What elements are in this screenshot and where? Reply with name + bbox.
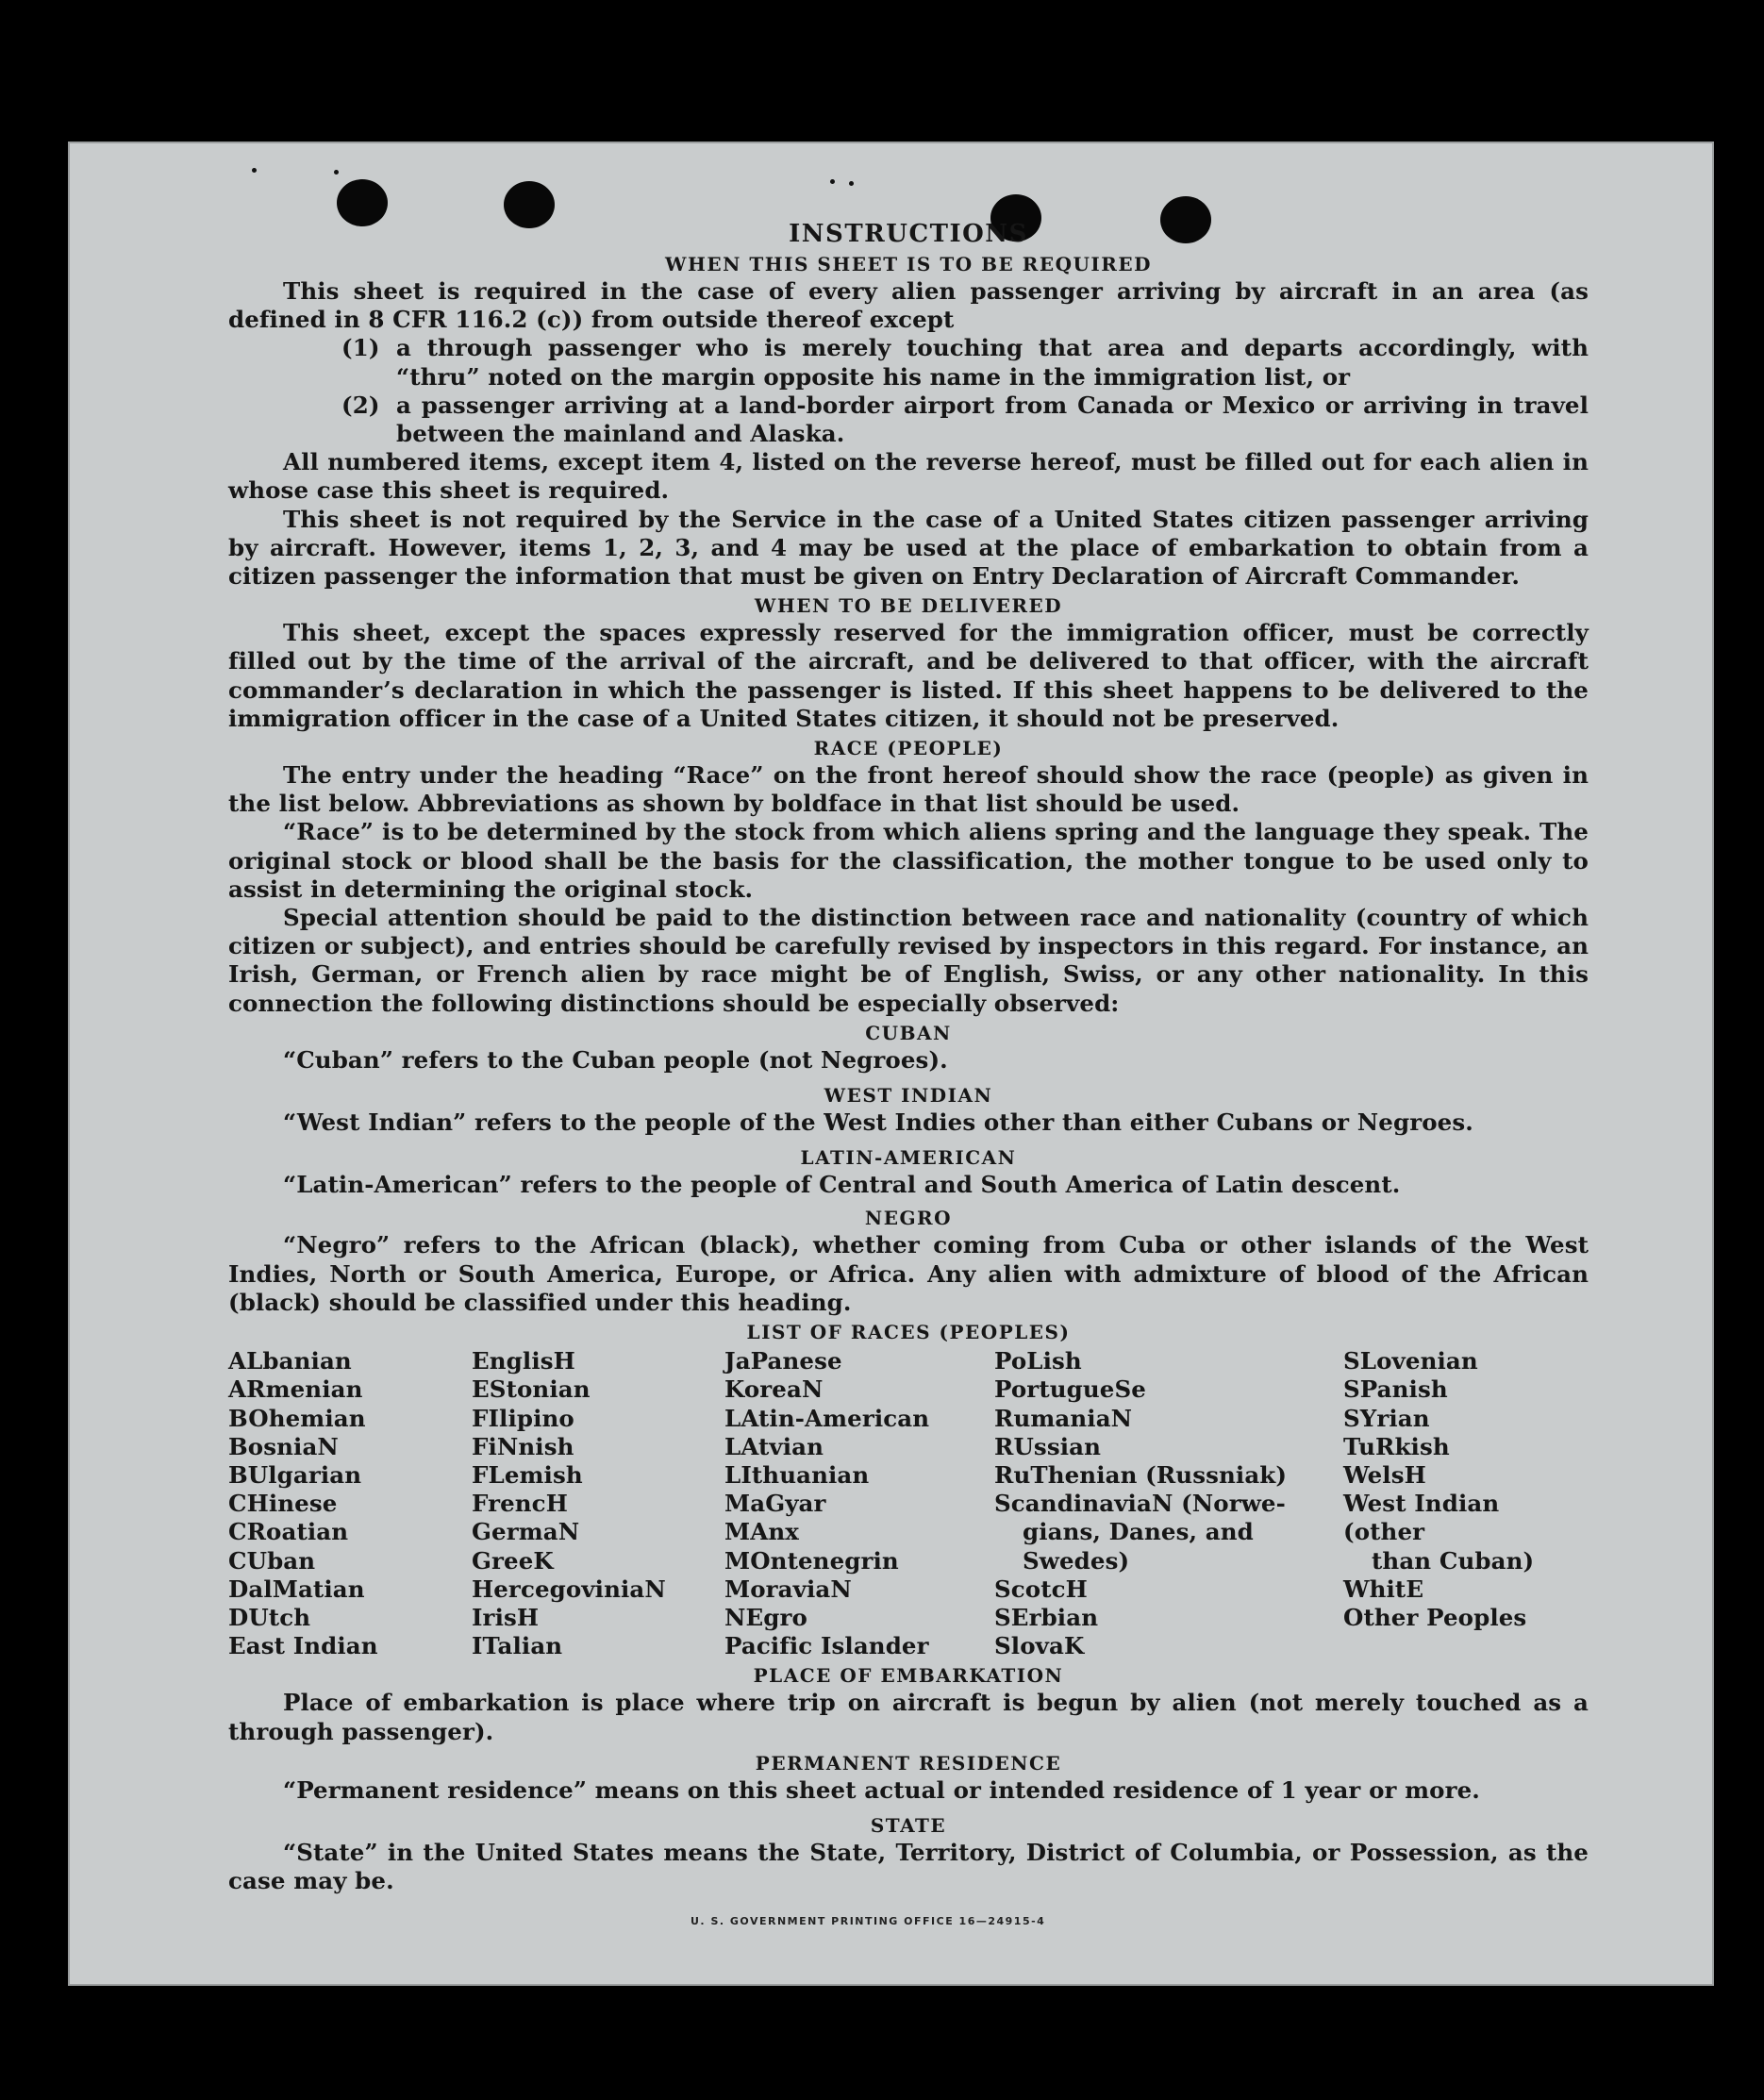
race-item: ARmenian [228, 1375, 363, 1404]
race-item: KoreaN [724, 1375, 824, 1404]
page-title: INSTRUCTIONS [789, 220, 1028, 248]
section-heading-race: RACE (PEOPLE) [813, 737, 1004, 760]
race-item: BosniaN [228, 1432, 339, 1460]
race-item: RUssian [994, 1432, 1102, 1460]
race-item: CUban [228, 1546, 316, 1575]
section-heading-required: WHEN THIS SHEET IS TO BE REQUIRED [665, 253, 1152, 275]
race-item: TuRkish [1343, 1432, 1450, 1460]
item-text: a passenger arriving at a land-border airport from Canada or Mexico or arriving in travel between the mainland and Alaska. [396, 391, 1589, 448]
race-item: GreeK [472, 1546, 554, 1575]
race-item: MaGyar [724, 1490, 826, 1518]
paragraph: “Latin-American” refers to the people of Central and South America of Latin descent. [283, 1171, 1401, 1199]
race-item: West Indian (other [1343, 1490, 1500, 1546]
race-item: PortugueSe [994, 1375, 1146, 1404]
race-item: ScotcH [994, 1575, 1088, 1603]
speck [830, 179, 835, 184]
race-column [472, 1347, 724, 1660]
race-item: CRoatian [228, 1518, 349, 1546]
race-item: FrencH [472, 1490, 568, 1518]
race-column [1343, 1347, 1589, 1660]
race-item: SYrian [1343, 1404, 1430, 1432]
race-item: ALbanian [228, 1347, 352, 1375]
paragraph: “Race” is to be determined by the stock from which aliens spring and the language they speak. The original stock or blood shall be the basis for the classification, the mother tongue to be used only to assist in determining the original stock. [228, 818, 1589, 903]
race-item: WhitE [1343, 1575, 1424, 1603]
race-item: RuThenian (Russniak) [994, 1460, 1288, 1489]
section-heading-delivered: WHEN TO BE DELIVERED [754, 594, 1063, 618]
race-item: IrisH [472, 1603, 540, 1631]
race-item: gians, Danes, and [1023, 1518, 1254, 1546]
race-item: HercegoviniaN [472, 1575, 666, 1603]
section-heading-races: LIST OF RACES (PEOPLES) [746, 1321, 1071, 1344]
race-item: BOhemian [228, 1404, 366, 1432]
paragraph: “Cuban” refers to the Cuban people (not Negroes). [283, 1045, 948, 1074]
race-item: PoLish [994, 1347, 1082, 1375]
race-item: MAnx [724, 1518, 799, 1546]
race-column [994, 1347, 1343, 1660]
form-sheet [68, 142, 1714, 1986]
race-item: FiNnish [472, 1432, 574, 1460]
race-item: LIthuanian [724, 1460, 870, 1489]
race-item: CHinese [228, 1490, 338, 1518]
race-item: FIlipino [472, 1404, 574, 1432]
race-item: EStonian [472, 1375, 591, 1404]
race-item: GermaN [472, 1518, 580, 1546]
race-item: Pacific Islander [724, 1632, 929, 1660]
race-column [724, 1347, 994, 1660]
list-item [341, 392, 1589, 448]
race-item: WelsH [1343, 1460, 1426, 1489]
race-item: MoraviaN [724, 1575, 852, 1603]
race-item: FLemish [472, 1460, 583, 1489]
speck [252, 168, 257, 173]
speck [849, 181, 854, 186]
race-item: SLovenian [1343, 1347, 1478, 1375]
paragraph: “West Indian” refers to the people of the West Indies other than either Cubans or Negroes. [283, 1108, 1473, 1137]
section-heading-permanent-residence: PERMANENT RESIDENCE [755, 1751, 1062, 1775]
instructions-text [228, 215, 1589, 1942]
paragraph: The entry under the heading “Race” on the front hereof should show the race (people) as given in the list below. Abbreviations as shown by boldface in that list should be used. [228, 761, 1589, 818]
race-item: MOntenegrin [724, 1546, 899, 1575]
race-item: LAtvian [724, 1432, 824, 1460]
paragraph: All numbered items, except item 4, listed on the reverse hereof, must be filled out for each alien in whose case this sheet is required. [228, 448, 1589, 505]
paragraph: “State” in the United States means the State, Territory, District of Columbia, or Possession, as the case may be. [228, 1838, 1589, 1895]
printer-imprint: U. S. GOVERNMENT PRINTING OFFICE 16—24915-4 [691, 1915, 1046, 1927]
section-heading-embarkation: PLACE OF EMBARKATION [753, 1664, 1064, 1688]
list-item [341, 334, 1589, 391]
race-item: SlovaK [994, 1632, 1085, 1660]
item-number: (1) [341, 334, 380, 362]
race-item: ITalian [472, 1632, 563, 1660]
paragraph: Place of embarkation is place where trip on aircraft is begun by alien (not merely touched as a through passenger). [228, 1689, 1589, 1745]
section-heading-negro: NEGRO [864, 1207, 953, 1230]
race-item: JaPanese [724, 1347, 842, 1375]
paragraph: Special attention should be paid to the distinction between race and nationality (country of which citizen or subject), and entries should be carefully revised by inspectors in this regard. For instance, an Irish, German, or French alien by race might be of English, Swiss, or any other nationality. In this connection the following distinctions should be especially observed: [228, 904, 1589, 1017]
item-number: (2) [341, 391, 380, 419]
race-item: EnglisH [472, 1347, 575, 1375]
race-item: NEgro [724, 1603, 807, 1631]
paragraph: This sheet, except the spaces expressly reserved for the immigration officer, must be correctly filled out by the time of the arrival of the aircraft, and be delivered to that officer, with the aircraft commander’s declaration in which the passenger is listed. If this sheet happens to be delivered to the immigration officer in the case of a United States citizen, it should not be preserved. [228, 619, 1589, 732]
race-item: RumaniaN [994, 1404, 1133, 1432]
race-item: Swedes) [1023, 1546, 1130, 1575]
paragraph: “Negro” refers to the African (black), whether coming from Cuba or other islands of the West Indies, North or South America, Europe, or Africa. Any alien with admixture of blood of the African (black) should be classified under this heading. [228, 1231, 1589, 1316]
race-item: than Cuban) [1372, 1546, 1535, 1575]
race-item: LAtin-American [724, 1404, 930, 1432]
paragraph: This sheet is required in the case of every alien passenger arriving by aircraft in an area (as defined in 8 CFR 116.2 (c)) from outside thereof except [228, 277, 1589, 334]
race-item: SErbian [994, 1603, 1099, 1631]
race-item: BUlgarian [228, 1460, 362, 1489]
paragraph: This sheet is not required by the Service in the case of a United States citizen passenger arriving by aircraft. However, items 1, 2, 3, and 4 may be used at the place of embarkation to obtain from a citizen passenger the information that must be given on Entry Declaration of Aircraft Commander. [228, 505, 1589, 591]
race-item: DUtch [228, 1603, 311, 1631]
race-item: ScandinaviaN (Norwe- [994, 1490, 1286, 1518]
speck [334, 170, 339, 175]
race-item: Other Peoples [1343, 1603, 1527, 1631]
section-heading-state: STATE [870, 1813, 947, 1837]
item-text: a through passenger who is merely touching that area and departs accordingly, with “thru” noted on the margin opposite his name in the immigration list, or [396, 334, 1589, 391]
section-heading-cuban: CUBAN [865, 1021, 952, 1044]
race-column [228, 1347, 472, 1660]
section-heading-west-indian: WEST INDIAN [824, 1084, 993, 1108]
race-list [228, 1347, 1589, 1660]
race-item: SPanish [1343, 1375, 1448, 1404]
race-item: East Indian [228, 1632, 378, 1660]
section-heading-latin-american: LATIN-AMERICAN [800, 1146, 1017, 1170]
race-item: DalMatian [228, 1575, 365, 1603]
paragraph: “Permanent residence” means on this sheet actual or intended residence of 1 year or more. [283, 1775, 1480, 1804]
